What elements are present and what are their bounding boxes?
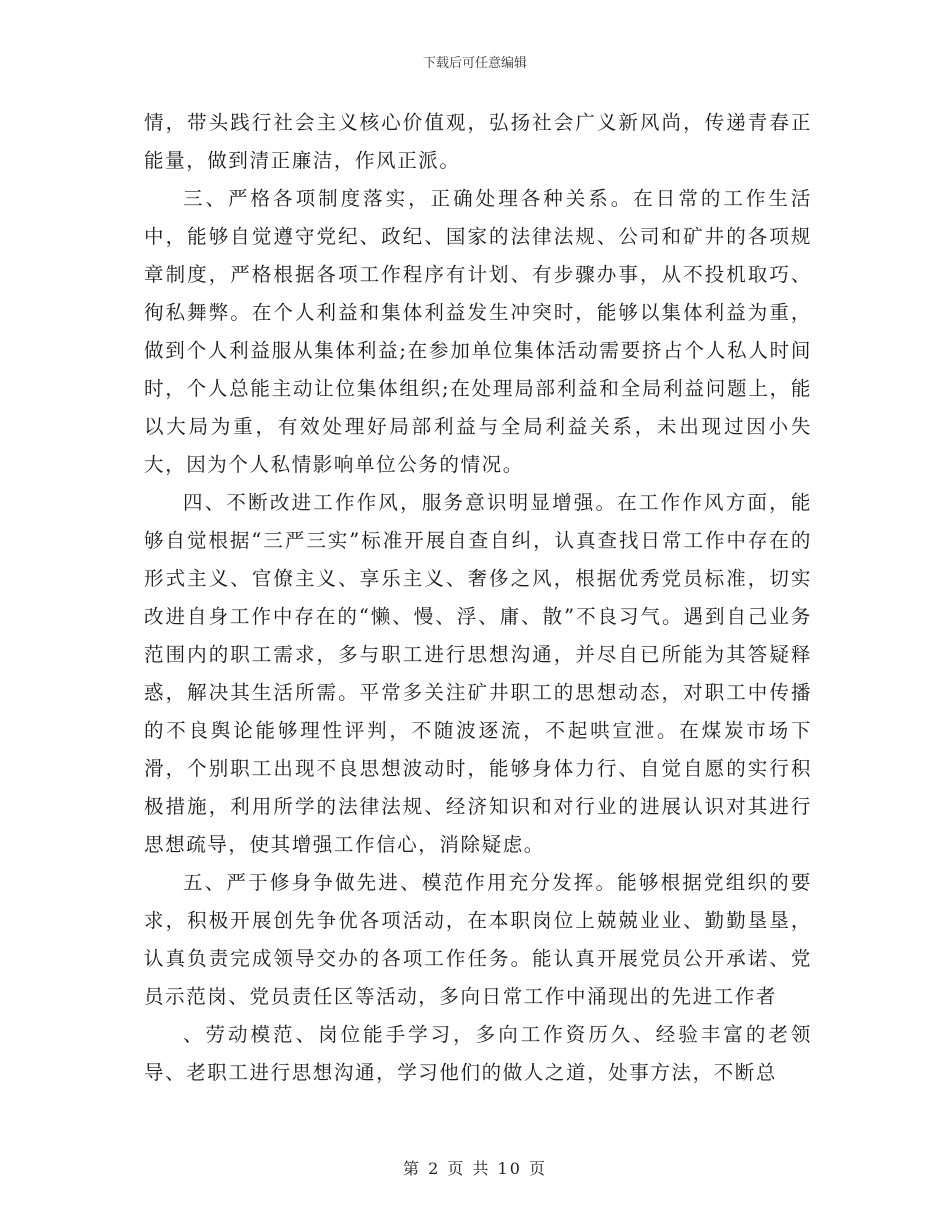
paragraph-section-five: 五、严于修身争做先进、模范作用充分发挥。能够根据党组织的要求，积极开展创先争优各项活动，在本职岗位上兢兢业业、勤勤垦垦，认真负责完成领导交办的各项工作任务。能认真开展党员公开承诺、党员示范岗、党员责任区等活动，多向日常工作中涌现出的先进工作者 — [144, 871, 812, 1008]
paragraph-section-four: 四、不断改进工作作风，服务意识明显增强。在工作作风方面，能够自觉根据“三严三实”标准开展自查自纠，认真查找日常工作中存在的形式主义、官僚主义、享乐主义、奢侈之风，根据优秀党员标准，切实改进自身工作中存在的“懒、慢、浮、庸、散”不良习气。遇到自己业务范围内的职工需求，多与职工进行思想沟通，并尽自已所能为其答疑释惑，解决其生活所需。平常多关注矿井职工的思想动态，对职工中传播的不良舆论能够理性评判，不随波逐流，不起哄宣泄。在煤炭市场下滑，个别职工出现不良思想波动时，能够身体力行、自觉自愿的实行积极措施，利用所学的法律法规、经济知识和对行业的进展认识对其进行思想疏导，使其增强工作信心，消除疑虑。 — [144, 491, 812, 856]
paragraph-section-five-cont: 、劳动模范、岗位能手学习，多向工作资历久、经验丰富的老领导、老职工进行思想沟通，学习他们的做人之道，处事方法，不断总 — [144, 1023, 812, 1084]
page-number: 第 2 页 共 10 页 — [403, 1159, 547, 1178]
paragraph-section-three: 三、严格各项制度落实，正确处理各种关系。在日常的工作生活中，能够自觉遵守党纪、政纪、国家的法律法规、公司和矿井的各项规章制度，严格根据各项工作程序有计划、有步骤办事，从不投机取巧、徇私舞弊。在个人利益和集体利益发生冲突时，能够以集体利益为重，做到个人利益服从集体利益;在参加单位集体活动需要挤占个人私人时间时，个人总能主动让位集体组织;在处理局部利益和全局利益问题上，能以大局为重，有效处理好局部利益与全局利益关系，未出现过因小失大，因为个人私情影响单位公务的情况。 — [144, 187, 812, 476]
paragraph-continuation: 情，带头践行社会主义核心价值观，弘扬社会广义新风尚，传递青春正能量，做到清正廉洁，作风正派。 — [144, 111, 812, 172]
page-header-note: 下载后可任意编辑 — [422, 56, 527, 71]
document-body — [144, 104, 812, 1092]
